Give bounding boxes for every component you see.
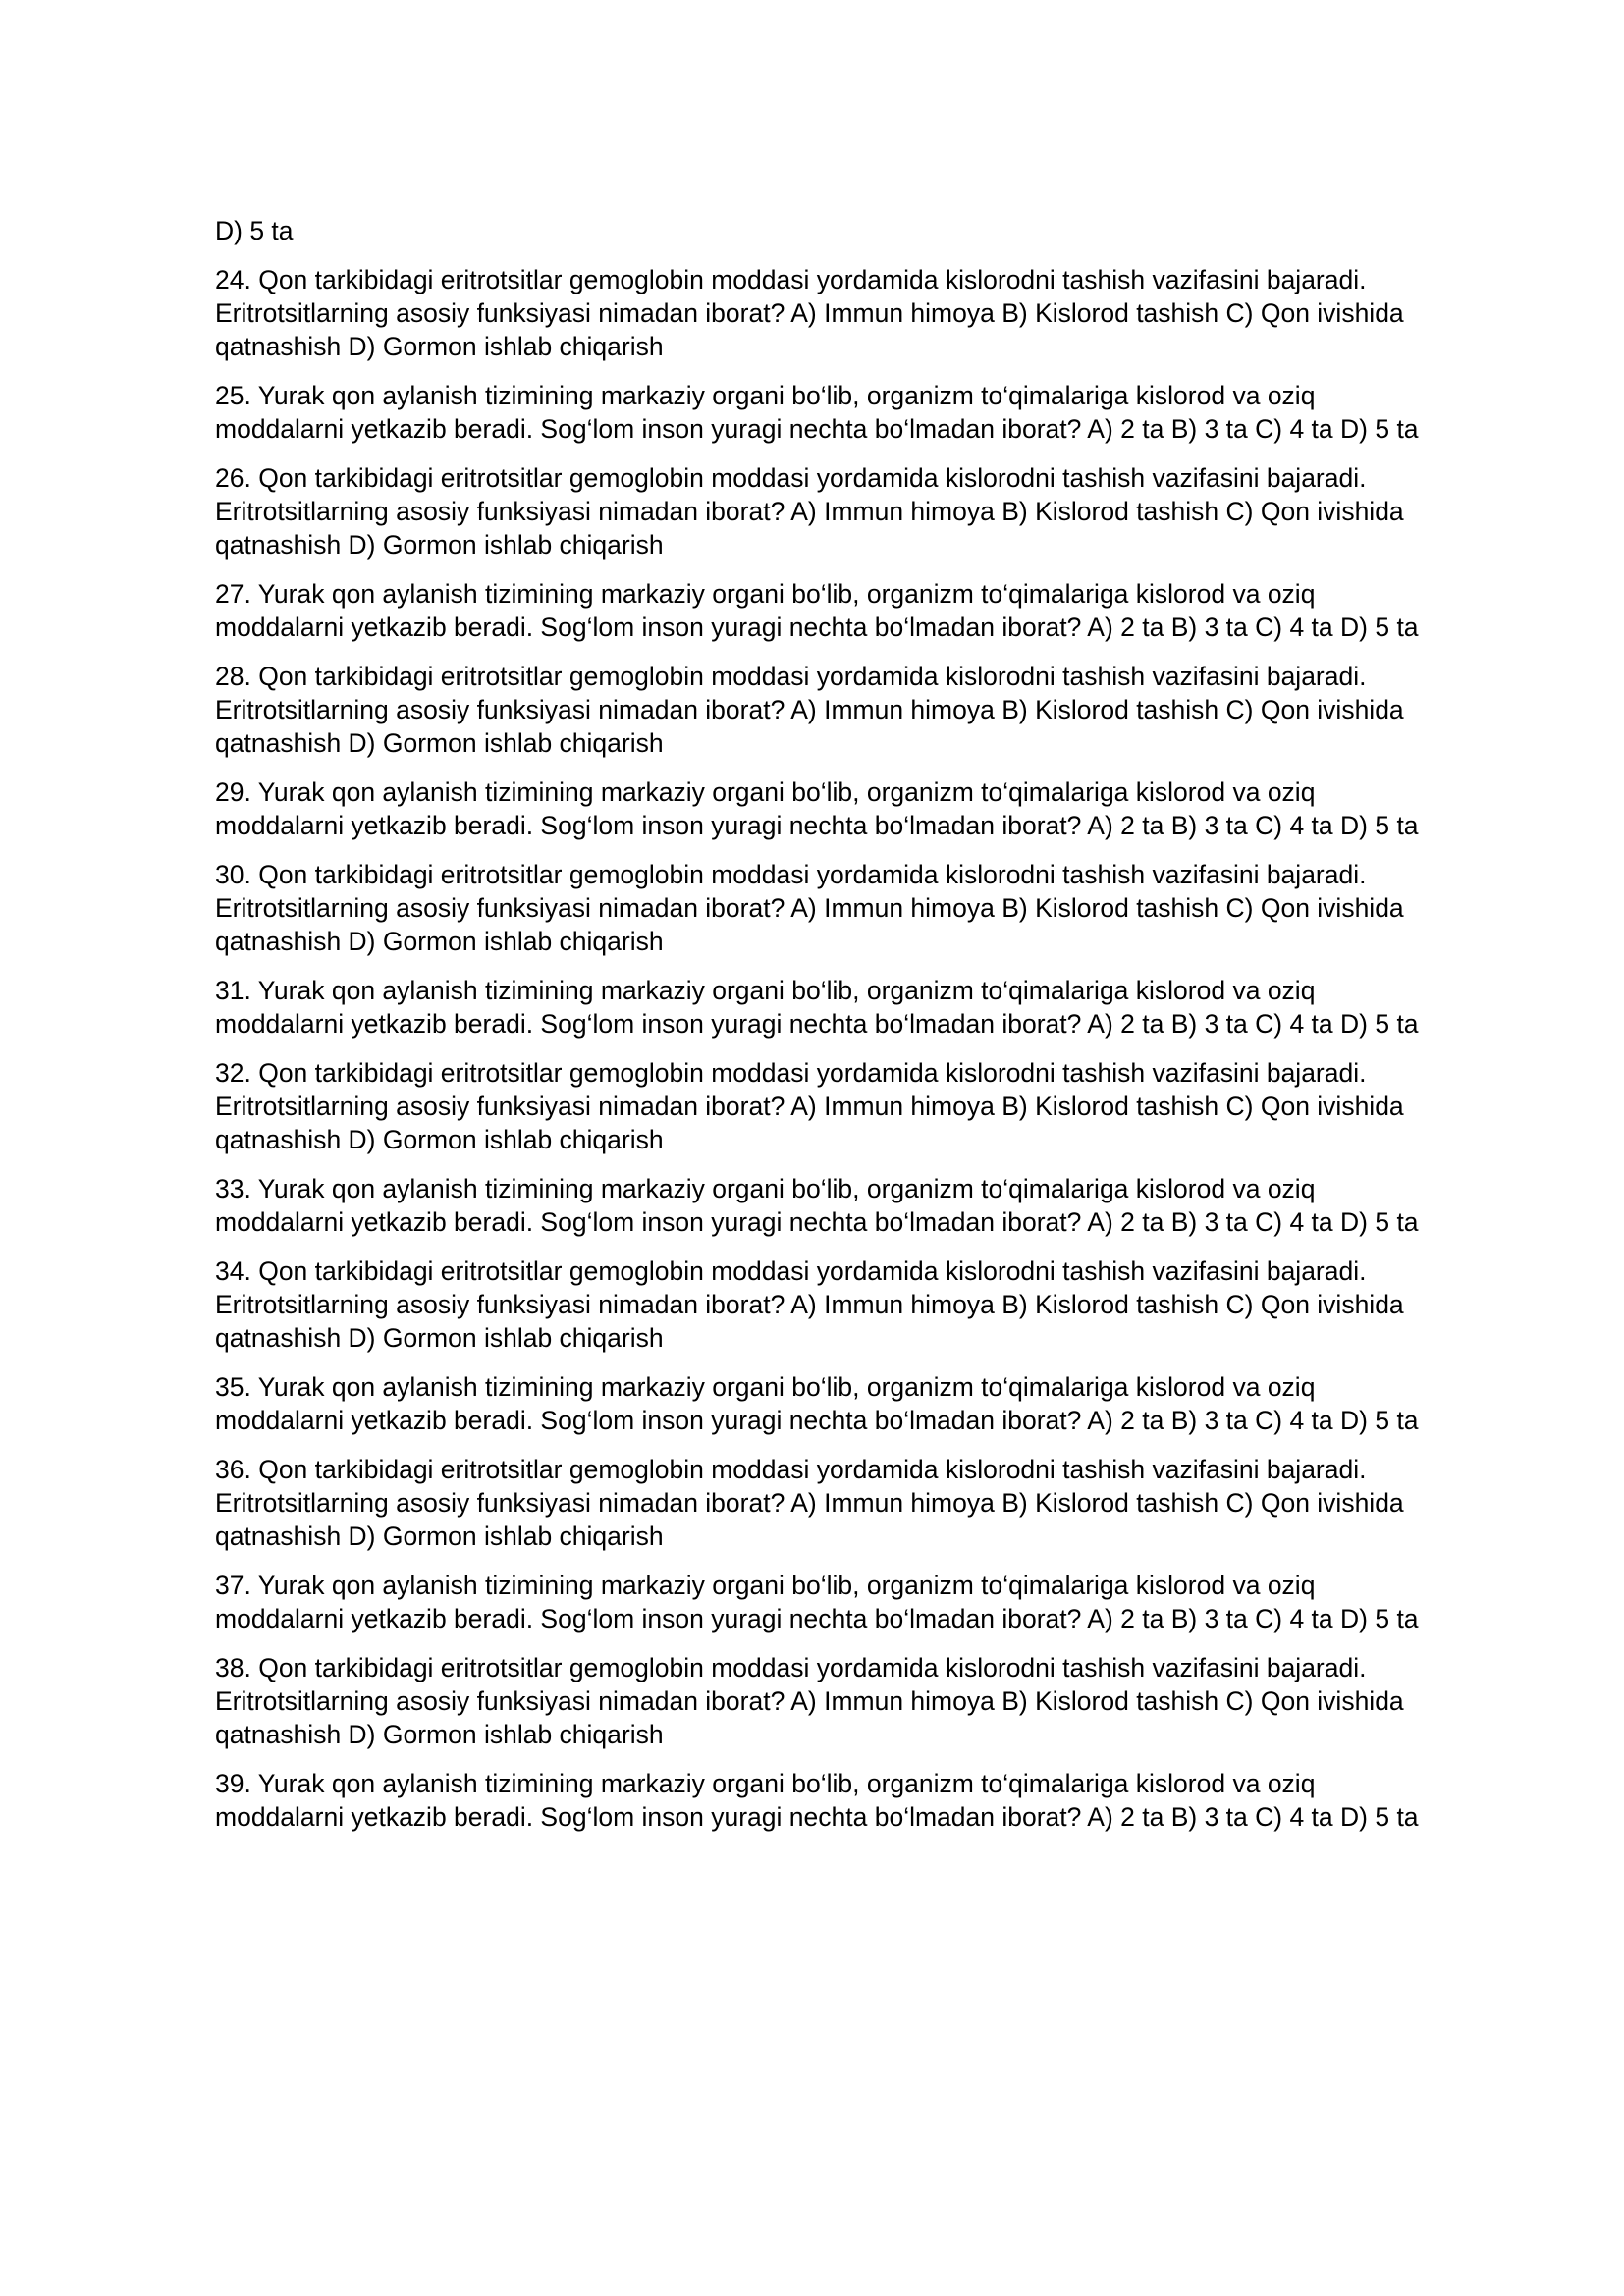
- question-39: 39. Yurak qon aylanish tizimining markaziy organi bo‘lib, organizm to‘qimalariga kislorod va oziq moddalarni yetkazib beradi. Sog‘lom inson yuragi nechta bo‘lmadan iborat? A) 2 ta B) 3 ta C) 4 ta D) 5 ta: [215, 1769, 1419, 1832]
- question-29: 29. Yurak qon aylanish tizimining markaziy organi bo‘lib, organizm to‘qimalariga kislorod va oziq moddalarni yetkazib beradi. Sog‘lom inson yuragi nechta bo‘lmadan iborat? A) 2 ta B) 3 ta C) 4 ta D) 5 ta: [215, 777, 1419, 840]
- question-30: 30. Qon tarkibidagi eritrotsitlar gemoglobin moddasi yordamida kislorodni tashish vazifasini bajaradi. Eritrotsitlarning asosiy funksiyasi nimadan iborat? A) Immun himoya B) Kislorod tashish C) Qon ivishida qatnashish D) Gormon ishlab chiqarish: [215, 860, 1404, 956]
- question-32: 32. Qon tarkibidagi eritrotsitlar gemoglobin moddasi yordamida kislorodni tashish vazifasini bajaradi. Eritrotsitlarning asosiy funksiyasi nimadan iborat? A) Immun himoya B) Kislorod tashish C) Qon ivishida qatnashish D) Gormon ishlab chiqarish: [215, 1058, 1404, 1154]
- question-27: 27. Yurak qon aylanish tizimining markaziy organi bo‘lib, organizm to‘qimalariga kislorod va oziq moddalarni yetkazib beradi. Sog‘lom inson yuragi nechta bo‘lmadan iborat? A) 2 ta B) 3 ta C) 4 ta D) 5 ta: [215, 579, 1419, 642]
- question-33: 33. Yurak qon aylanish tizimining markaziy organi bo‘lib, organizm to‘qimalariga kislorod va oziq moddalarni yetkazib beradi. Sog‘lom inson yuragi nechta bo‘lmadan iborat? A) 2 ta B) 3 ta C) 4 ta D) 5 ta: [215, 1174, 1419, 1237]
- question-36: 36. Qon tarkibidagi eritrotsitlar gemoglobin moddasi yordamida kislorodni tashish vazifasini bajaradi. Eritrotsitlarning asosiy funksiyasi nimadan iborat? A) Immun himoya B) Kislorod tashish C) Qon ivishida qatnashish D) Gormon ishlab chiqarish: [215, 1455, 1404, 1551]
- question-37: 37. Yurak qon aylanish tizimining markaziy organi bo‘lib, organizm to‘qimalariga kislorod va oziq moddalarni yetkazib beradi. Sog‘lom inson yuragi nechta bo‘lmadan iborat? A) 2 ta B) 3 ta C) 4 ta D) 5 ta: [215, 1571, 1419, 1633]
- question-24: 24. Qon tarkibidagi eritrotsitlar gemoglobin moddasi yordamida kislorodni tashish vazifasini bajaradi. Eritrotsitlarning asosiy funksiyasi nimadan iborat? A) Immun himoya B) Kislorod tashish C) Qon ivishida qatnashish D) Gormon ishlab chiqarish: [215, 265, 1404, 361]
- question-31: 31. Yurak qon aylanish tizimining markaziy organi bo‘lib, organizm to‘qimalariga kislorod va oziq moddalarni yetkazib beradi. Sog‘lom inson yuragi nechta bo‘lmadan iborat? A) 2 ta B) 3 ta C) 4 ta D) 5 ta: [215, 976, 1419, 1039]
- document-body: [215, 214, 1437, 1849]
- question-26: 26. Qon tarkibidagi eritrotsitlar gemoglobin moddasi yordamida kislorodni tashish vazifasini bajaradi. Eritrotsitlarning asosiy funksiyasi nimadan iborat? A) Immun himoya B) Kislorod tashish C) Qon ivishida qatnashish D) Gormon ishlab chiqarish: [215, 463, 1404, 560]
- question-25: 25. Yurak qon aylanish tizimining markaziy organi bo‘lib, organizm to‘qimalariga kislorod va oziq moddalarni yetkazib beradi. Sog‘lom inson yuragi nechta bo‘lmadan iborat? A) 2 ta B) 3 ta C) 4 ta D) 5 ta: [215, 381, 1419, 444]
- question-28: 28. Qon tarkibidagi eritrotsitlar gemoglobin moddasi yordamida kislorodni tashish vazifasini bajaradi. Eritrotsitlarning asosiy funksiyasi nimadan iborat? A) Immun himoya B) Kislorod tashish C) Qon ivishida qatnashish D) Gormon ishlab chiqarish: [215, 662, 1404, 758]
- question-35: 35. Yurak qon aylanish tizimining markaziy organi bo‘lib, organizm to‘qimalariga kislorod va oziq moddalarni yetkazib beradi. Sog‘lom inson yuragi nechta bo‘lmadan iborat? A) 2 ta B) 3 ta C) 4 ta D) 5 ta: [215, 1372, 1419, 1435]
- question-34: 34. Qon tarkibidagi eritrotsitlar gemoglobin moddasi yordamida kislorodni tashish vazifasini bajaradi. Eritrotsitlarning asosiy funksiyasi nimadan iborat? A) Immun himoya B) Kislorod tashish C) Qon ivishida qatnashish D) Gormon ishlab chiqarish: [215, 1256, 1404, 1353]
- question-38: 38. Qon tarkibidagi eritrotsitlar gemoglobin moddasi yordamida kislorodni tashish vazifasini bajaradi. Eritrotsitlarning asosiy funksiyasi nimadan iborat? A) Immun himoya B) Kislorod tashish C) Qon ivishida qatnashish D) Gormon ishlab chiqarish: [215, 1653, 1404, 1749]
- lead-fragment: D) 5 ta: [215, 216, 294, 245]
